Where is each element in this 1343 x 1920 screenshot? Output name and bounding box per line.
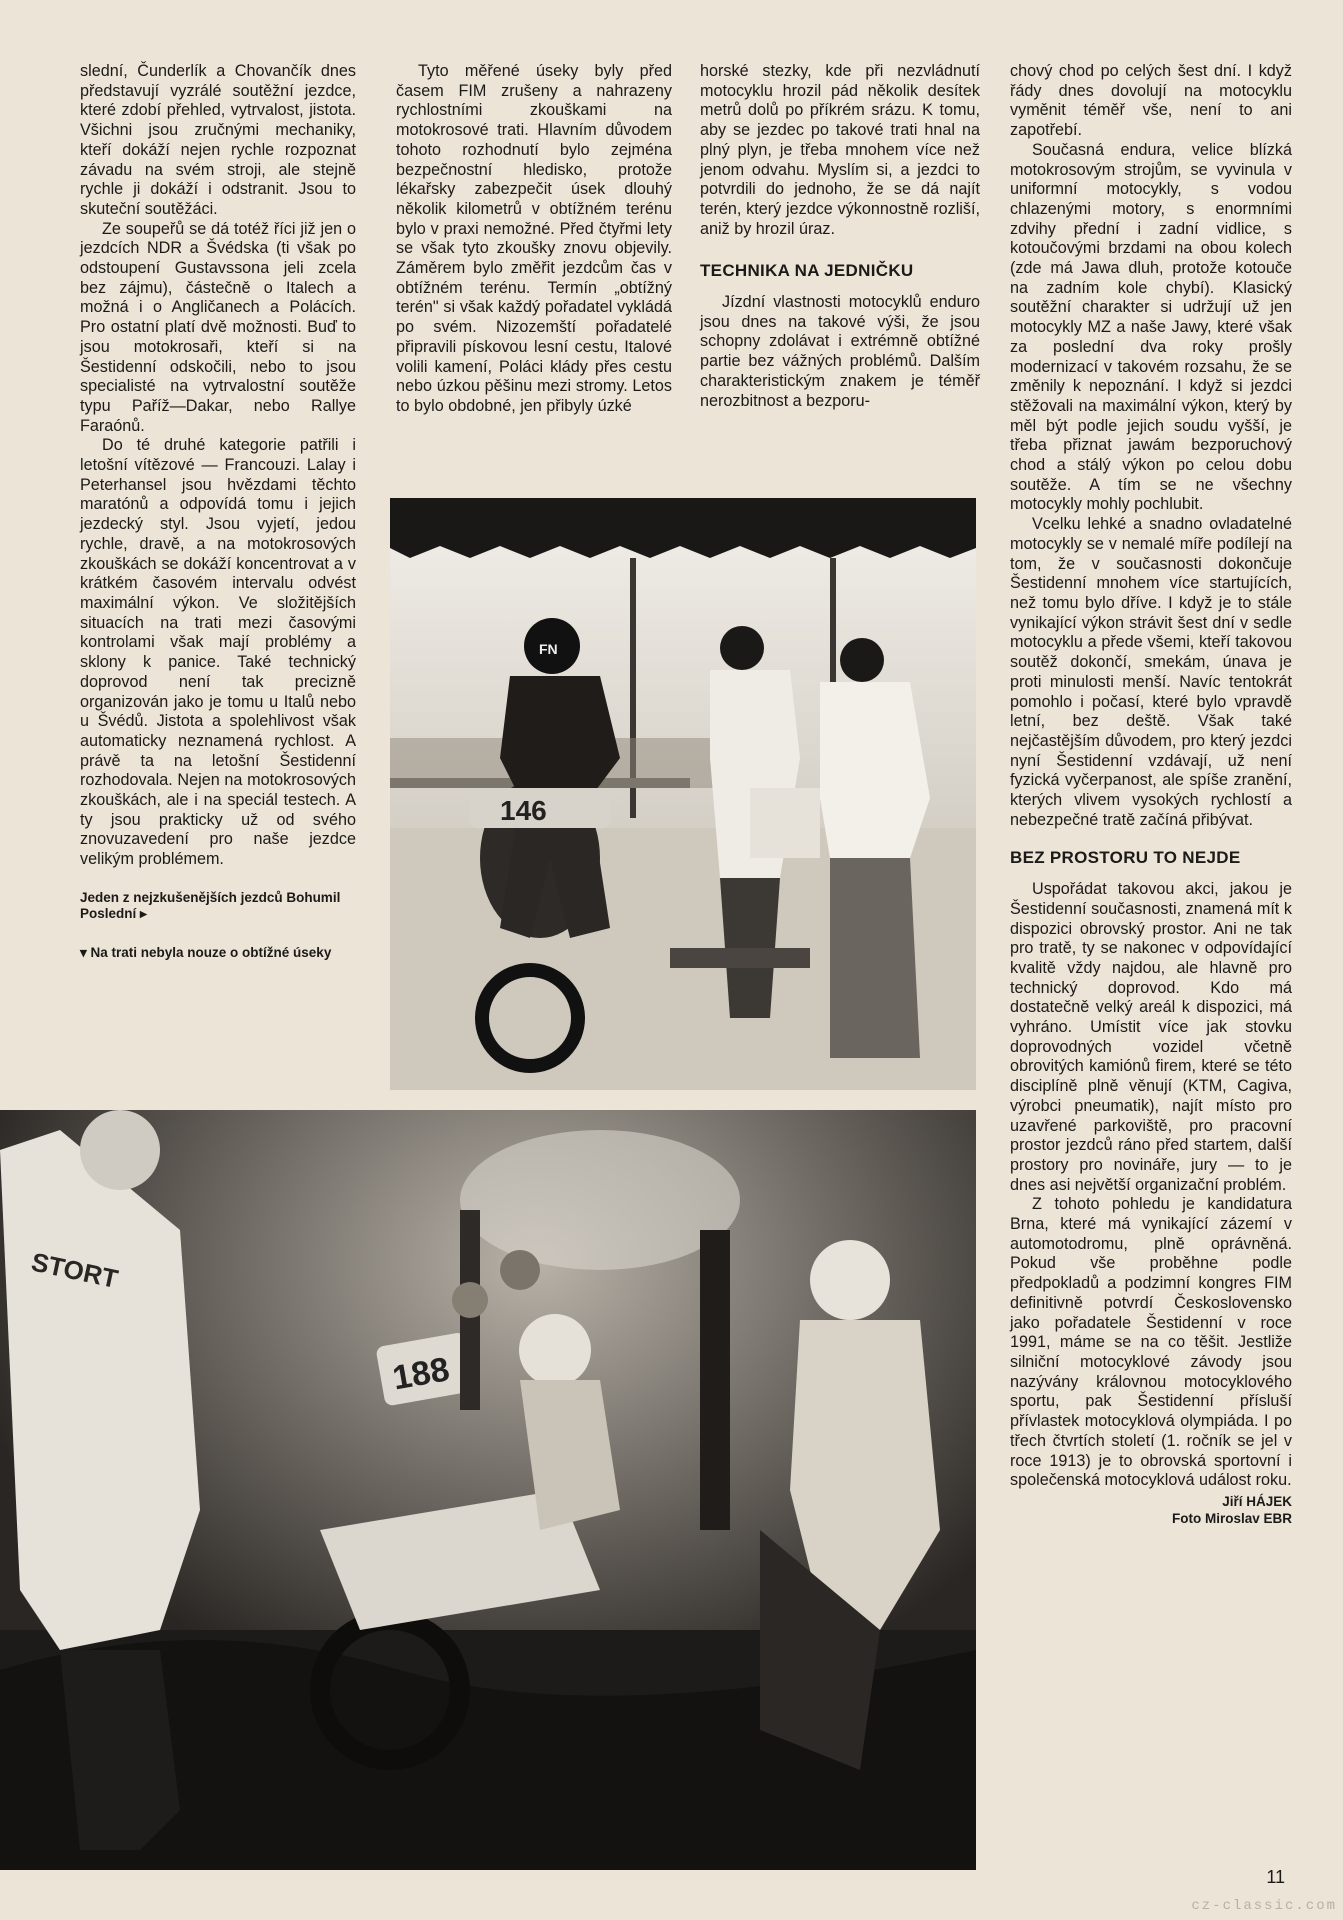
page-number: 11 (1266, 1867, 1285, 1887)
column-1 (80, 62, 356, 961)
article-paragraph: Ze soupeřů se dá totéž říci již jen o jezdcích NDR a Švédska (ti však po odstoupení Gustavssona jeli zcela bez zájmu), částečně o Italech a možná i o Angličanech a Polácích. Pro ostatní platí dvě možnosti. Buď to jsou motokrosaři, kteří si na Šestidenní odskočili, nebo to jsou specialisté na vytrvalostní soutěže typu Paříž—Dakar, nebo Rallye Faraónů. (80, 219, 356, 435)
watermark: cz-classic.com (1191, 1898, 1337, 1914)
article-paragraph: Jízdní vlastnosti motocyklů enduro jsou dnes na takové výši, že jsou schopny zdolávat i extrémně obtížné partie bez vážných problémů. Dalším charakteristickým znakem je téměř nerozbitnost a bezporu- (700, 293, 980, 410)
photo-rider-service-area (390, 498, 976, 1090)
article-paragraph: Současná endura, velice blízká motokrosovým strojům, se vyvinula v uniformní motocykly, s vodou chlazenými motory, s enormními zdvihy přední i zadní vidlice, s kotoučovými brzdami na obou kolech (zde má Jawa dluh, protože kotouče na zadním kole chybí). Klasický soutěžní charakter si udržují už jen motocykly MZ a naše Jawy, které však za poslední dva roky prošly modernizací v takovém rozsahu, že se změnily k nepoznání. I když si jezdci stěžovali na maximální výkon, který by měl být podle jejich soudu vyšší, je třeba přiznat jawám bezporuchový chod a stálý výkon po celou dobu soutěže. A tím se ne všechny motocykly mohly pochlubit. (1010, 140, 1292, 514)
article-paragraph: Uspořádat takovou akci, jakou je Šestidenní současnosti, znamená mít k dispozici obrovský prostor. Ani ne tak pro tratě, ty se nakonec v odpovídající kvalitě vždy najdou, ale hlavně pro technický doprovod. Kdo má dostatečně velký areál k dispozici, má vyhráno. Umístit více jak stovku doprovodných vozidel včetně obrovitých kamiónů firem, které se této disciplíně plně věnují (KTM, Cagiva, výrobci pneumatik), najít místo pro uzavřené parkoviště, pro pracovní prostor jezdců ráno před startem, další prostory pro novináře, jury — to je dnes asi největší organizační problém. (1010, 880, 1292, 1194)
article-paragraph: chový chod po celých šest dní. I když řády dnes dovolují na motocyklu vyměnit téměř vše, není to ani zapotřebí. (1010, 62, 1292, 140)
helmet-label: FN (539, 641, 558, 657)
article-paragraph: Do té druhé kategorie patřili i letošní vítězové — Francouzi. Lalay i Peterhansel jsou hvězdami těchto maratónů a odpovídá tomu i jejich jezdecký styl. Jsou vyjetí, jedou rychle, dravě, a na motokrosových zkouškách se dokáží koncentrovat a v krátkém časovém intervalu odvést maximální výkon. Ve složitějších situacích na trati mezi časovými kontrolami však mají problémy a sklony k panice. Také technický doprovod není tak precizně organizován jako je tomu u Italů nebo u Švédů. Jistota a spolehlivost však automaticky neznamená rychlost. A právě ta na letošní Šestidenní rozhodovala. Nejen na motokrosových zkouškách, ale i na speciál testech. A ty jsou prakticky už od svého znovuzavedení pro naše jezdce velikým problémem. (80, 436, 356, 869)
article-paragraph: slední, Čunderlík a Chovančík dnes představují vyzrálé soutěžní jezdce, které zdobí přehled, vytrvalost, jistota. Všichni jsou zručnými mechaniky, kteří dokáží nejen rychle rozpoznat závadu na svém stroji, ale stejně rychle ji dokáží i odstranit. Jsou to skuteční soutěžáci. (80, 62, 356, 218)
bike-number-label: 146 (500, 795, 547, 826)
column-3 (700, 62, 980, 411)
photo-caption-below: ▾ Na trati nebyla nouze o obtížné úseky (80, 944, 332, 960)
article-paragraph: Tyto měřené úseky byly před časem FIM zrušeny a nahrazeny rychlostními zkouškami na motokrosové trati. Hlavním důvodem tohoto rozhodnutí bylo zejména bezpečnostní hledisko, protože lékařsky zabezpečit úsek dlouhý několik kilometrů v obtížném terénu bylo v praxi nemožné. Před čtyřmi lety se však tyto zkoušky znovu objevily. Záměrem bylo změřit jezdcům čas v obtížném terénu. Termín „obtížný terén" si však každý pořadatel vykládá po svém. Nizozemští pořadatelé připravili pískovou lesní cestu, Italové volili kamení, Poláci klády přes cestu nebo úzkou pěšinu mezi stromy. Letos to bylo obdobné, jen přibyly úzké (396, 62, 672, 415)
author-credit: Jiří HÁJEK (1222, 1493, 1292, 1509)
column-2 (396, 62, 672, 417)
photo-credit: Foto Miroslav EBR (1171, 1510, 1292, 1526)
section-heading: BEZ PROSTORU TO NEJDE (1010, 848, 1241, 868)
column-4 (1010, 62, 1292, 1527)
article-paragraph: horské stezky, kde při nezvládnutí motocyklu hrozil pád několik desítek metrů dolů po příkrém srázu. K tomu, aby se jezdec po takové trati hnal na plný plyn, je třeba mnohem více než jenom odvahu. Myslím si, a jezdci to potvrdili do jednoho, že se dá najít terén, který jezdce výkonnostně rozliší, aniž by hrozil úraz. (700, 62, 980, 238)
article-paragraph: Z tohoto pohledu je kandidatura Brna, které má vynikající zázemí v automotodromu, plně oprávněná. Pokud vše proběhne podle předpokladů a podzimní kongres FIM definitivně potvrdí Československo jako pořadatele Šestidenní v roce 1991, máme se na co těšit. Jestliže silniční motocyklové závody jsou nazývány královnou motocyklového sportu, pak Šestidenní přísluší přívlastek motocyklová olympiáda. I po třech čtvrtích století (1. ročník se jel v roce 1913) je to obrovská sportovní i společenská motocyklová událost roku. (1010, 1195, 1292, 1490)
photo-caption-right: Jeden z nejzkušenějších jezdců Bohumil Poslední ▸ (80, 889, 341, 922)
bike-number-label: 188 (389, 1350, 453, 1398)
article-paragraph: Vcelku lehké a snadno ovladatelné motocykly se v nemalé míře podílejí na tom, že v současnosti dokončuje Šestidenní mnohem více startujících, než tomu bylo dříve. I když je to stále vynikající výkon strávit šest dní v sedle motocyklu a přede všemi, kteří takovou soutěž dokončí, smekám, únava je proti minulosti menší. Navíc tentokrát pomohlo i počasí, které bylo vpravdě letní, bez deště. Však také nejčastějším důvodem, pro který jezdci nyní Šestidenní vzdávají, už není fyzická vyčerpanost, ale spíše zranění, kterých vlivem vysokých rychlostí a nebezpečné tratě začíná přibývat. (1010, 515, 1292, 829)
photo-forest-section (0, 1110, 976, 1870)
photo-forest-section-image (0, 1110, 976, 1870)
jersey-label: STORT (28, 1246, 121, 1295)
photo-rider-service-area-image (390, 498, 976, 1090)
section-heading: TECHNIKA NA JEDNIČKU (700, 261, 914, 281)
